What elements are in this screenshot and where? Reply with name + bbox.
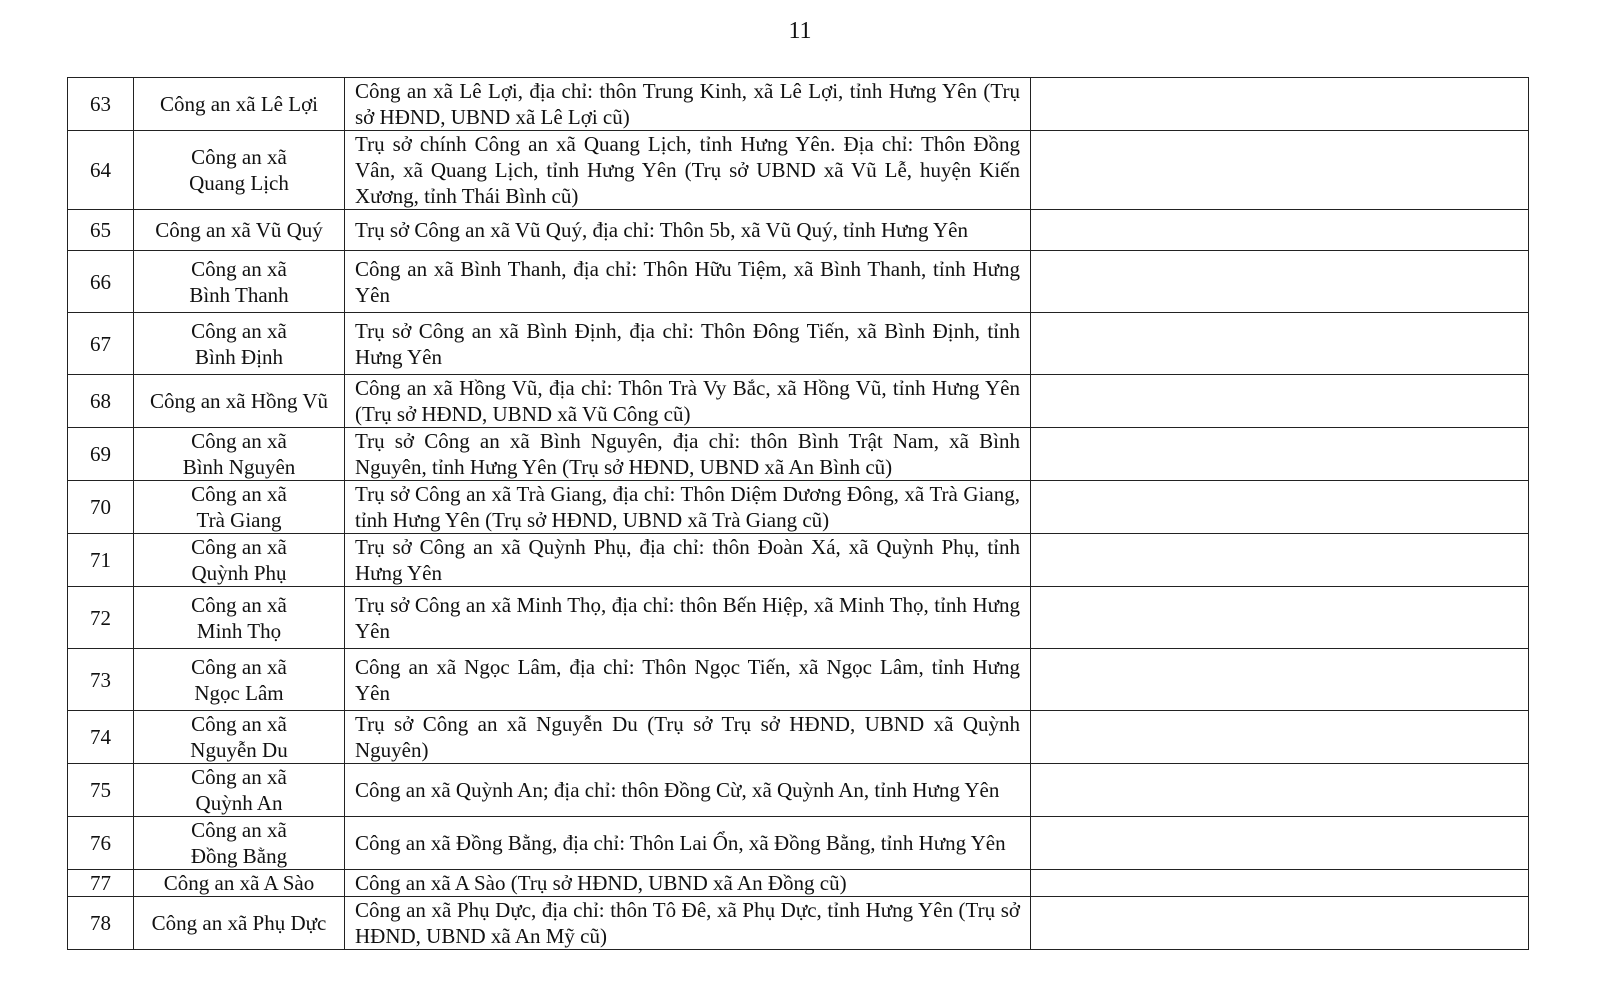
cell-address: Trụ sở Công an xã Trà Giang, địa chỉ: Thôn Diệm Dương Đông, xã Trà Giang, tỉnh Hưng Yên (Trụ sở HĐND, UBND xã Trà Giang cũ) <box>345 481 1031 534</box>
cell-unit-name <box>134 764 345 817</box>
cell-stt: 78 <box>68 897 134 950</box>
table-row <box>68 711 1529 764</box>
unit-name-line: Bình Nguyên <box>182 455 296 479</box>
cell-unit-name <box>134 375 345 428</box>
unit-name-line: Quang Lịch <box>189 171 289 195</box>
cell-stt: 67 <box>68 313 134 375</box>
table-row <box>68 764 1529 817</box>
unit-name-line: Nguyễn Du <box>190 738 288 762</box>
cell-note <box>1031 313 1529 375</box>
cell-note <box>1031 428 1529 481</box>
cell-address: Công an xã Bình Thanh, địa chỉ: Thôn Hữu Tiệm, xã Bình Thanh, tỉnh Hưng Yên <box>345 251 1031 313</box>
cell-unit-name <box>134 78 345 131</box>
cell-address: Công an xã Phụ Dực, địa chỉ: thôn Tô Đê, xã Phụ Dực, tỉnh Hưng Yên (Trụ sở HĐND, UBND xã An Mỹ cũ) <box>345 897 1031 950</box>
table-row <box>68 897 1529 950</box>
unit-name-line: Công an xã <box>191 429 287 453</box>
cell-address: Công an xã Hồng Vũ, địa chỉ: Thôn Trà Vy Bắc, xã Hồng Vũ, tỉnh Hưng Yên (Trụ sở HĐND, UBND xã Vũ Công cũ) <box>345 375 1031 428</box>
table-row <box>68 375 1529 428</box>
unit-name-line: Minh Thọ <box>196 618 282 643</box>
cell-address: Trụ sở Công an xã Bình Nguyên, địa chỉ: thôn Bình Trật Nam, xã Bình Nguyên, tỉnh Hưng Yên (Trụ sở HĐND, UBND xã An Bình cũ) <box>345 428 1031 481</box>
table-row <box>68 210 1529 251</box>
table-row <box>68 313 1529 375</box>
cell-stt: 70 <box>68 481 134 534</box>
table-row <box>68 817 1529 870</box>
unit-name-line: Công an xã Phụ Dực <box>151 911 327 935</box>
unit-name-line: Bình Thanh <box>189 282 289 307</box>
cell-stt: 71 <box>68 534 134 587</box>
unit-name-line: Trà Giang <box>196 508 282 532</box>
cell-note <box>1031 131 1529 210</box>
unit-name-line: Công an xã A Sào <box>163 871 315 895</box>
cell-address: Công an xã A Sào (Trụ sở HĐND, UBND xã An Đồng cũ) <box>345 870 1031 897</box>
cell-stt: 73 <box>68 649 134 711</box>
cell-address: Công an xã Quỳnh An; địa chỉ: thôn Đồng Cừ, xã Quỳnh An, tỉnh Hưng Yên <box>345 764 1031 817</box>
unit-name-line: Công an xã <box>191 765 287 789</box>
cell-stt: 65 <box>68 210 134 251</box>
table-row <box>68 870 1529 897</box>
cell-unit-name <box>134 897 345 950</box>
cell-note <box>1031 897 1529 950</box>
cell-stt: 64 <box>68 131 134 210</box>
cell-address: Trụ sở Công an xã Vũ Quý, địa chỉ: Thôn 5b, xã Vũ Quý, tỉnh Hưng Yên <box>345 210 1031 251</box>
cell-stt: 69 <box>68 428 134 481</box>
table-body <box>68 78 1529 950</box>
cell-unit-name <box>134 313 345 375</box>
cell-note <box>1031 870 1529 897</box>
cell-address: Trụ sở Công an xã Minh Thọ, địa chỉ: thôn Bến Hiệp, xã Minh Thọ, tỉnh Hưng Yên <box>345 587 1031 649</box>
cell-unit-name <box>134 817 345 870</box>
table-row <box>68 78 1529 131</box>
cell-stt: 68 <box>68 375 134 428</box>
cell-note <box>1031 649 1529 711</box>
unit-name-line: Công an xã Vũ Quý <box>155 218 323 242</box>
cell-note <box>1031 210 1529 251</box>
unit-name-line: Công an xã <box>191 318 287 343</box>
cell-address: Trụ sở chính Công an xã Quang Lịch, tỉnh Hưng Yên. Địa chỉ: Thôn Đồng Vân, xã Quang Lịch, tỉnh Hưng Yên (Trụ sở UBND xã Vũ Lễ, huyện Kiến Xương, tỉnh Thái Bình cũ) <box>345 131 1031 210</box>
cell-address: Công an xã Lê Lợi, địa chỉ: thôn Trung Kinh, xã Lê Lợi, tỉnh Hưng Yên (Trụ sở HĐND, UBND xã Lê Lợi cũ) <box>345 78 1031 131</box>
unit-name-line: Quỳnh An <box>195 791 283 815</box>
cell-unit-name <box>134 711 345 764</box>
cell-address: Công an xã Đồng Bằng, địa chỉ: Thôn Lai Ổn, xã Đồng Bằng, tỉnh Hưng Yên <box>345 817 1031 870</box>
cell-stt: 72 <box>68 587 134 649</box>
unit-name-line: Công an xã <box>191 145 287 169</box>
cell-note <box>1031 375 1529 428</box>
unit-name-line: Công an xã <box>191 592 287 617</box>
table-row <box>68 649 1529 711</box>
cell-unit-name <box>134 649 345 711</box>
table-row <box>68 534 1529 587</box>
cell-note <box>1031 481 1529 534</box>
cell-unit-name <box>134 587 345 649</box>
unit-name-line: Công an xã <box>191 654 287 679</box>
cell-note <box>1031 711 1529 764</box>
unit-name-line: Công an xã Lê Lợi <box>159 92 319 116</box>
cell-address: Trụ sở Công an xã Quỳnh Phụ, địa chỉ: thôn Đoàn Xá, xã Quỳnh Phụ, tỉnh Hưng Yên <box>345 534 1031 587</box>
cell-note <box>1031 251 1529 313</box>
table-row <box>68 481 1529 534</box>
cell-stt: 75 <box>68 764 134 817</box>
unit-name-line: Công an xã Hồng Vũ <box>149 389 329 413</box>
cell-note <box>1031 78 1529 131</box>
unit-name-line: Ngọc Lâm <box>194 680 284 705</box>
cell-unit-name <box>134 481 345 534</box>
cell-stt: 76 <box>68 817 134 870</box>
cell-unit-name <box>134 870 345 897</box>
unit-name-line: Công an xã <box>191 535 287 559</box>
unit-name-line: Công an xã <box>191 256 287 281</box>
cell-unit-name <box>134 251 345 313</box>
page-number: 11 <box>788 18 812 44</box>
cell-note <box>1031 534 1529 587</box>
cell-stt: 74 <box>68 711 134 764</box>
table-row <box>68 131 1529 210</box>
unit-name-line: Công an xã <box>191 712 287 736</box>
table-row <box>68 251 1529 313</box>
cell-unit-name <box>134 534 345 587</box>
cell-note <box>1031 817 1529 870</box>
unit-name-line: Công an xã <box>191 818 287 842</box>
unit-name-line: Công an xã <box>191 482 287 506</box>
cell-stt: 77 <box>68 870 134 897</box>
cell-note <box>1031 587 1529 649</box>
cell-unit-name <box>134 131 345 210</box>
cell-stt: 63 <box>68 78 134 131</box>
cell-unit-name <box>134 428 345 481</box>
cell-note <box>1031 764 1529 817</box>
unit-name-line: Quỳnh Phụ <box>191 561 287 585</box>
unit-name-line: Đồng Bằng <box>190 844 288 868</box>
unit-name-line: Bình Định <box>194 344 284 369</box>
table-row <box>68 587 1529 649</box>
cell-address: Trụ sở Công an xã Nguyễn Du (Trụ sở Trụ sở HĐND, UBND xã Quỳnh Nguyên) <box>345 711 1031 764</box>
cell-unit-name <box>134 210 345 251</box>
police-office-table <box>67 77 1529 950</box>
cell-stt: 66 <box>68 251 134 313</box>
cell-address: Công an xã Ngọc Lâm, địa chỉ: Thôn Ngọc Tiến, xã Ngọc Lâm, tỉnh Hưng Yên <box>345 649 1031 711</box>
table-row <box>68 428 1529 481</box>
cell-address: Trụ sở Công an xã Bình Định, địa chỉ: Thôn Đông Tiến, xã Bình Định, tỉnh Hưng Yên <box>345 313 1031 375</box>
